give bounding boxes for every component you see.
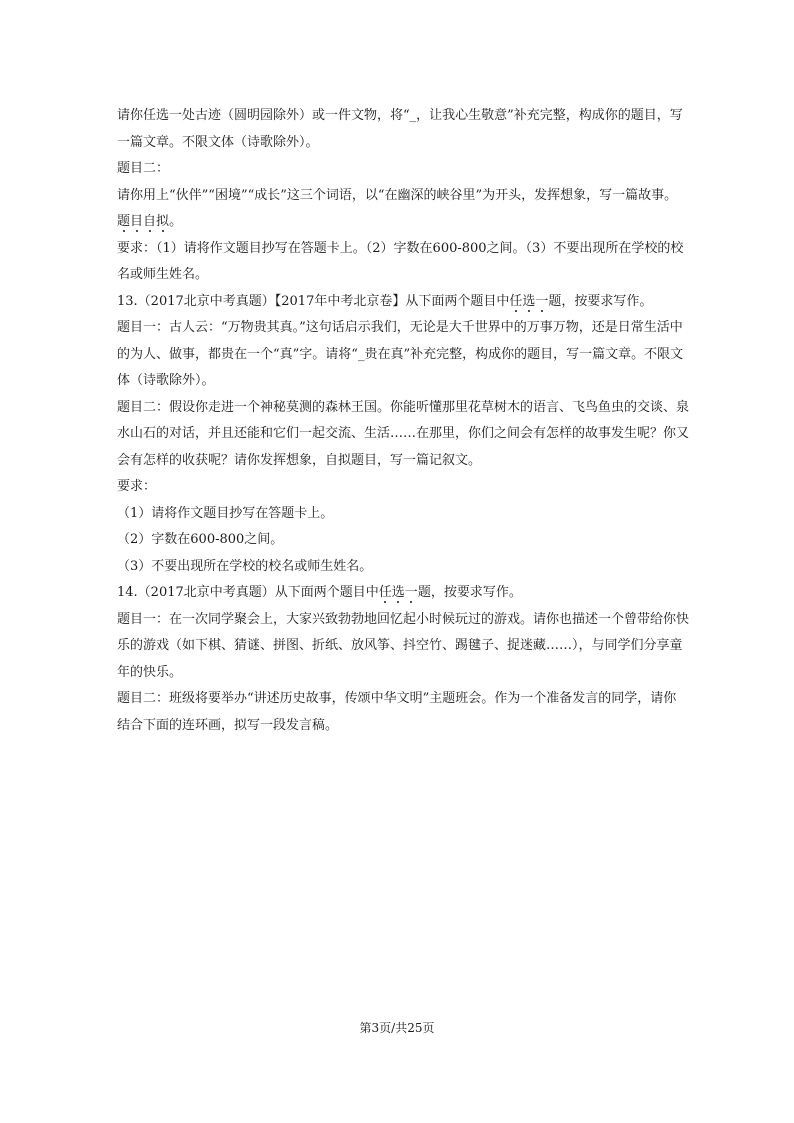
document-body — [117, 103, 689, 739]
page-number: 第3页/共25页 — [359, 1021, 435, 1035]
q13-topic1: 题目一：古人云：“万物贵其真。”这句话启示我们，无论是大千世界中的万事万物，还是日常生活中的为人、做事，都贵在一个“真”字。请将“_贵在真”补充完整，构成你的题目，写一篇文章。不限文体（诗歌除外）。 — [117, 320, 684, 388]
q12-topic1-text: 请你任选一处古迹（圆明园除外）或一件文物，将“_，让我心生敬意”补充完整，构成你的题目，写一篇文章。不限文体（诗歌除外）。 — [117, 108, 683, 150]
q12-topic2-text: 请你用上“伙伴”“困境”“成长”这三个词语，以“在幽深的峡谷里”为开头，发挥想象，写一篇故事。题目自拟。 — [117, 187, 678, 229]
q12-requirements: 要求：（1）请将作文题目抄写在答题卡上。（2）字数在600-800之间。（3）不要出现所在学校的校名或师生姓名。 — [117, 240, 684, 282]
q14-topic1: 题目一：在一次同学聚会上，大家兴致勃勃地回忆起小时候玩过的游戏。请你也描述一个曾带给你快乐的游戏（如下棋、猜谜、拼图、折纸、放风筝、抖空竹、踢毽子、捉迷藏……），与同学们分享童年的快乐。 — [117, 611, 690, 680]
q13-topic2: 题目二：假设你走进一个神秘莫测的森林王国。你能听懂那里花草树木的语言、飞鸟鱼虫的交谈、泉水山石的对话，并且还能和它们一起交流、生活……在那里，你们之间会有怎样的故事发生呢？你又会有怎样的收获呢？请你发挥想象，自拟题目，写一篇记叙文。 — [117, 399, 690, 468]
q13-heading: 13.（2017北京中考真题）【2017年中考北京卷】从下面两个题目中任选一题，按要求写作。 — [117, 293, 653, 309]
q12-topic2-heading: 题目二： — [117, 161, 170, 176]
q13-req-2: （2）字数在600-800之间。 — [117, 532, 284, 547]
q14-heading: 14.（2017北京中考真题）从下面两个题目中任选一题，按要求写作。 — [117, 585, 522, 600]
q13-requirements-heading: 要求： — [117, 479, 157, 494]
q13-req-3: （3）不要出现所在学校的校名或师生姓名。 — [117, 558, 373, 574]
q14-topic2: 题目二：班级将要举办“讲述历史故事，传颂中华文明”主题班会。作为一个准备发言的同学，请你结合下面的连环画，拟写一段发言稿。 — [117, 691, 677, 733]
q13-req-1: （1）请将作文题目抄写在答题卡上。 — [117, 505, 334, 521]
